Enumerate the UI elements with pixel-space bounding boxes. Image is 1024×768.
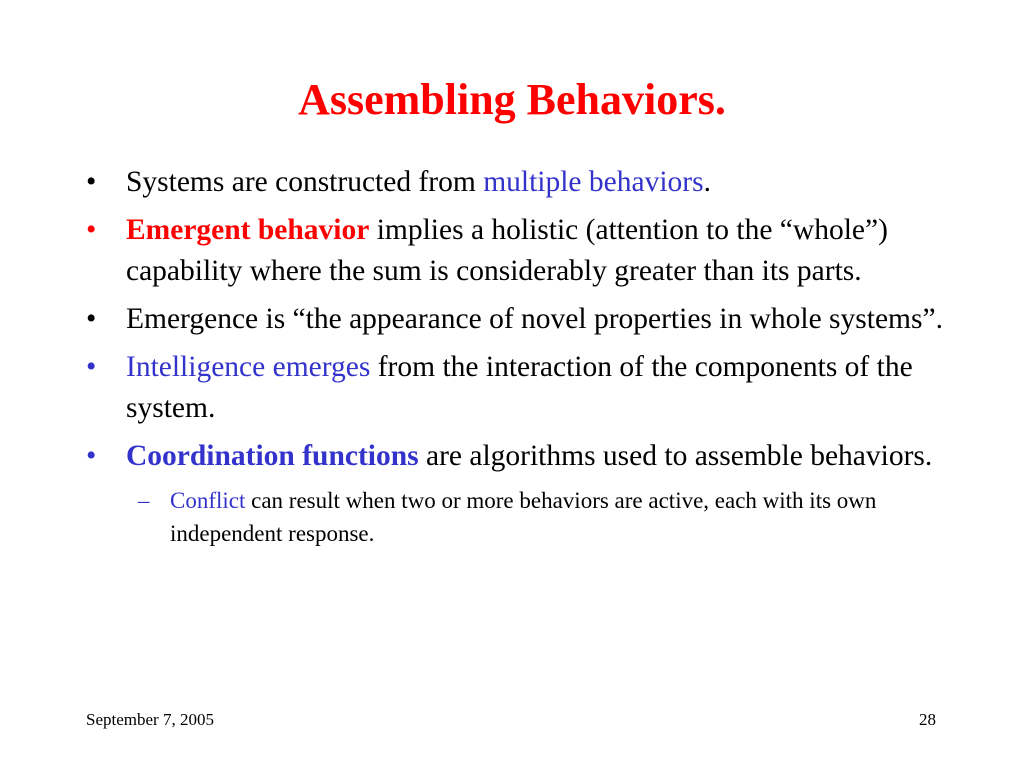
- sub-bullet-item: [138, 484, 966, 550]
- bullet-marker: •: [86, 214, 97, 246]
- text-run: Emergent behavior: [126, 214, 370, 246]
- bullet-item: [86, 210, 966, 292]
- bullet-marker: •: [86, 440, 97, 472]
- text-run: Coordination functions: [126, 440, 419, 472]
- text-run: multiple behaviors: [483, 166, 704, 198]
- bullet-marker: •: [86, 351, 97, 383]
- text-run: .: [703, 166, 711, 198]
- bullet-item: [86, 436, 966, 477]
- bullet-item: [86, 162, 966, 203]
- text-run: Emergence is “the appearance of novel properties in whole systems”.: [126, 303, 943, 335]
- page-number: 28: [919, 710, 936, 729]
- text-run: Systems are constructed from: [126, 166, 484, 198]
- bullet-marker: •: [86, 166, 97, 198]
- sub-bullet-marker: –: [138, 488, 150, 513]
- bullet-item: [86, 347, 966, 429]
- text-run: Intelligence emerges: [126, 351, 371, 383]
- bullet-list: [86, 162, 966, 550]
- bullet-item: [86, 299, 966, 340]
- text-run: implies a holistic (attention to the “whole”) capability where the sum is considerably greater than its parts.: [126, 214, 888, 287]
- slide-title: Assembling Behaviors.: [298, 75, 726, 124]
- bullet-marker: •: [86, 303, 97, 335]
- text-run: Conflict: [170, 488, 246, 513]
- text-run: are algorithms used to assemble behaviors.: [418, 440, 933, 472]
- text-run: can result when two or more behaviors are active, each with its own independent response.: [170, 488, 877, 546]
- text-run: from the interaction of the components of the system.: [126, 351, 913, 424]
- footer-date: September 7, 2005: [86, 710, 214, 729]
